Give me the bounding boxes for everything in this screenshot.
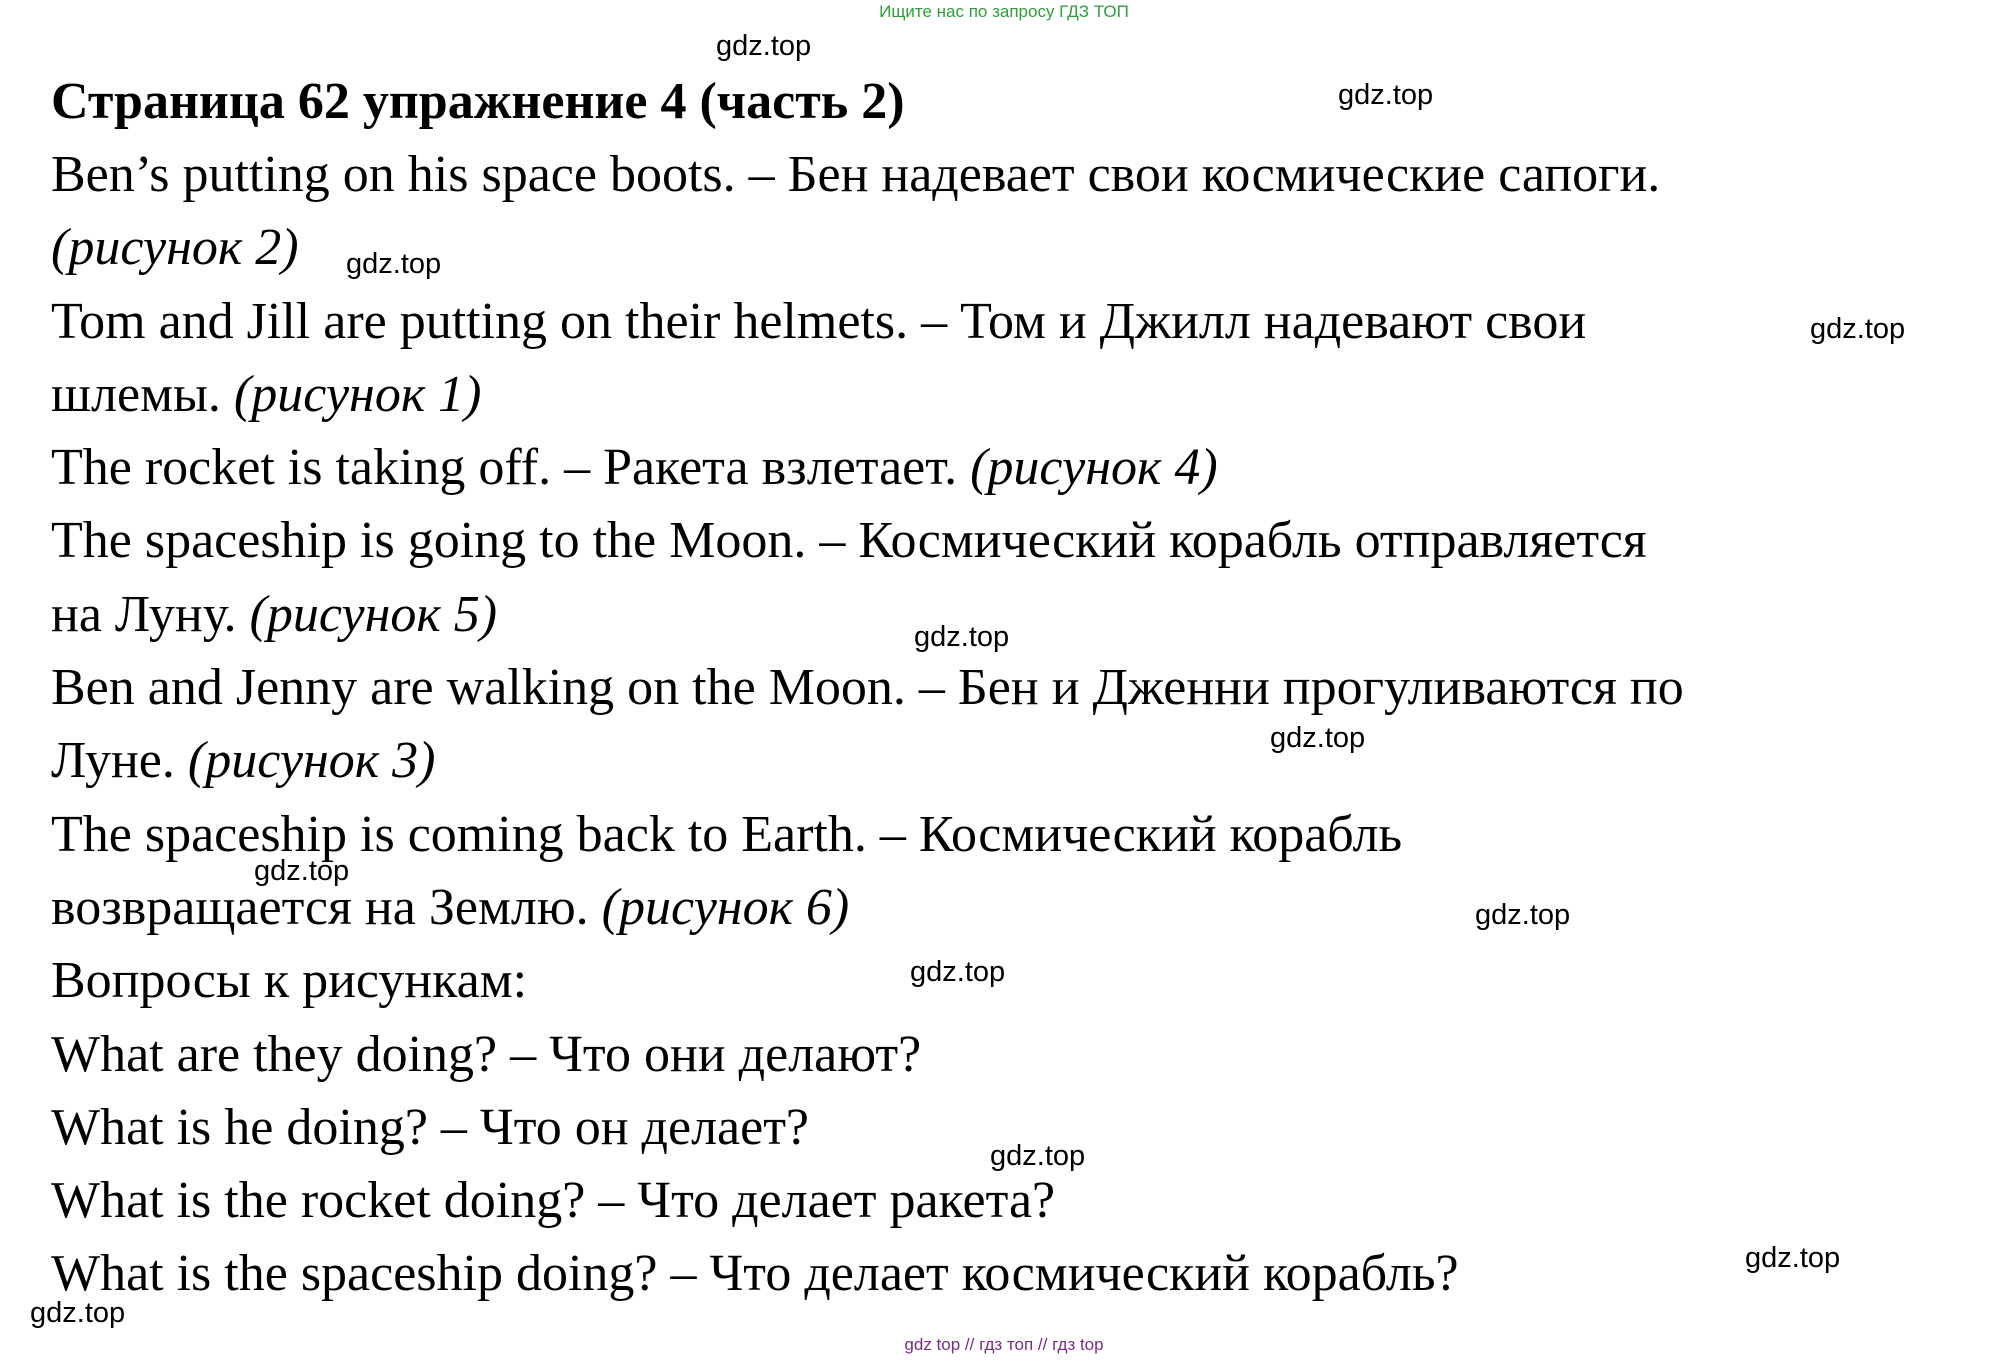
watermark: gdz.top (1338, 79, 1434, 111)
watermark: gdz.top (30, 1297, 126, 1329)
text-line: Ben and Jenny are walking on the Moon. – Бен и Дженни прогуливаются по (51, 659, 1684, 717)
watermark: gdz.top (1475, 899, 1571, 931)
text-line: шлемы. (рисунок 1) (51, 365, 482, 423)
watermark: gdz.top (910, 956, 1006, 988)
text-line: The spaceship is going to the Moon. – Космический корабль отправляется (51, 512, 1647, 570)
watermark: gdz.top (1745, 1242, 1841, 1274)
document-content (51, 66, 1971, 1311)
question-line: What is the rocket doing? – Что делает ракета? (51, 1172, 1056, 1230)
question-line: What is the spaceship doing? – Что делает космический корабль? (51, 1245, 1459, 1303)
picture-reference: (рисунок 4) (970, 439, 1218, 497)
text-line: Луне. (рисунок 3) (51, 732, 436, 790)
watermark: gdz.top (254, 855, 350, 887)
picture-reference: (рисунок 6) (601, 878, 850, 936)
text-line: Ben’s putting on his space boots. – Бен надевает свои космические сапоги. (51, 146, 1661, 203)
question-line: What is he doing? – Что он делает? (51, 1098, 810, 1156)
bottom-banner: gdz top // гдз топ // гдз top (904, 1335, 1104, 1354)
picture-reference: (рисунок 5) (249, 585, 498, 643)
picture-reference: (рисунок 1) (233, 365, 482, 423)
top-banner: Ищите нас по запросу ГДЗ ТОП (879, 2, 1129, 21)
picture-reference: (рисунок 3) (187, 732, 436, 790)
watermark: gdz.top (1270, 722, 1366, 754)
text-line: The rocket is taking off. – Ракета взлетает. (рисунок 4) (51, 439, 1218, 497)
text-line: на Луну. (рисунок 5) (51, 585, 498, 643)
watermark: gdz.top (1810, 313, 1906, 345)
watermark: gdz.top (914, 621, 1010, 653)
text-line: The spaceship is coming back to Earth. – Космический корабль (51, 805, 1403, 863)
watermark: gdz.top (346, 248, 442, 280)
question-line: What are they doing? – Что они делают? (51, 1025, 922, 1083)
watermark: gdz.top (716, 30, 812, 62)
questions-heading: Вопросы к рисункам: (51, 952, 528, 1010)
text-line (51, 211, 1971, 284)
text-line: возвращается на Землю. (рисунок 6) (51, 878, 850, 936)
page-title: Страница 62 упражнение 4 (часть 2) (51, 73, 905, 130)
watermark: gdz.top (990, 1140, 1086, 1172)
text-line: Tom and Jill are putting on their helmets. – Том и Джилл надевают свои (51, 292, 1587, 350)
picture-reference: (рисунок 2) (51, 219, 299, 277)
